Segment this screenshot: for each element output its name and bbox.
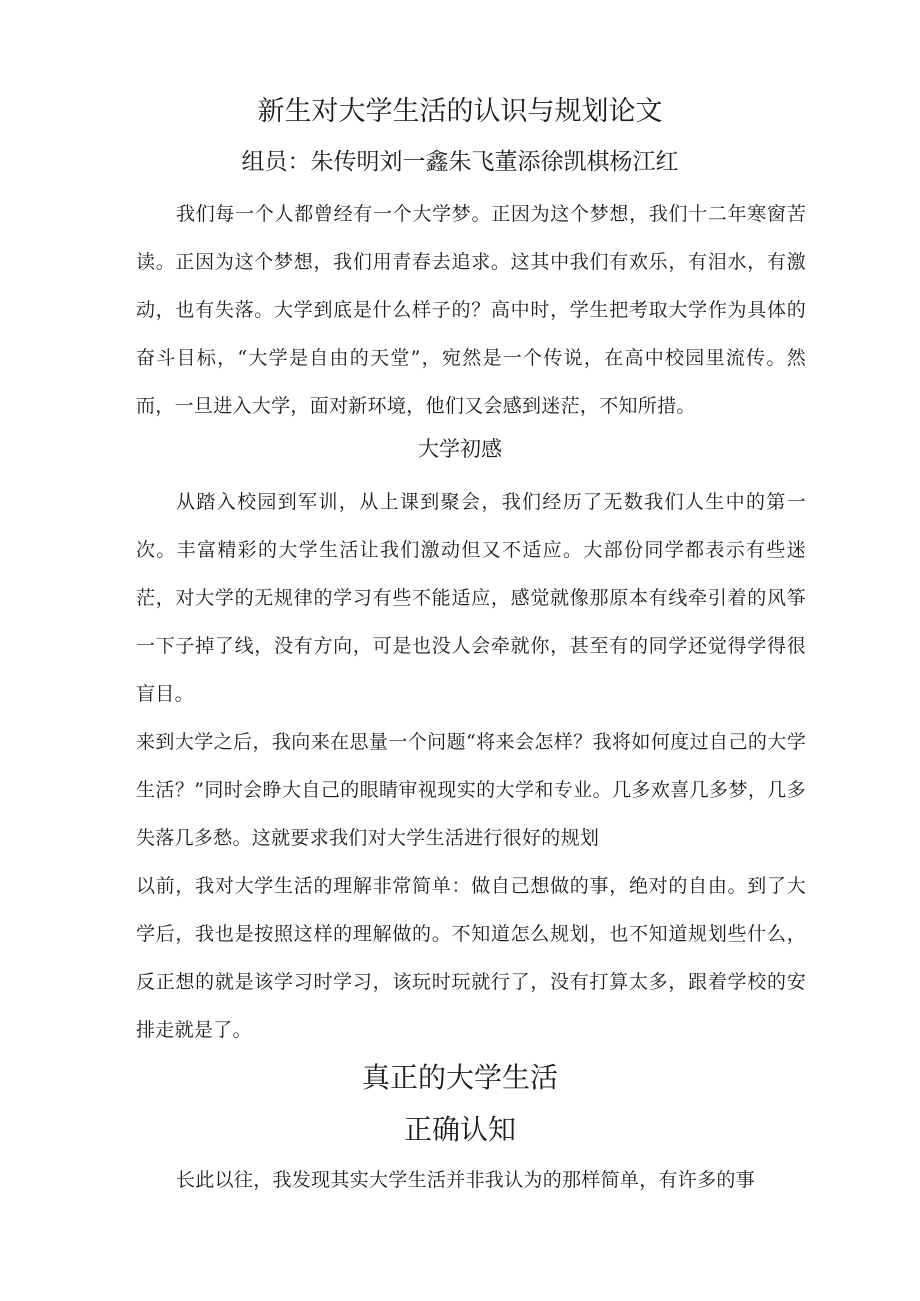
paragraph-before: 以前，我对大学生活的理解非常简单：做自己想做的事，绝对的自由。到了大学后，我也是按照这样的理解做的。不知道怎么规划，也不知道规划些什么，反正想的就是该学习时学习，该玩时玩就行了，没有打算太多，跟着学校的安排走就是了。 [136, 875, 806, 1041]
heading-right-cognition: 正确认知 [403, 1113, 516, 1146]
document-title: 新生对大学生活的认识与规划论文 [257, 96, 663, 127]
paragraph-intro: 我们每一个人都曾经有一个大学梦。正因为这个梦想，我们十二年寒窗苦读。正因为这个梦想，我们用青春去追求。这其中我们有欢乐，有泪水，有激动，也有失落。大学到底是什么样子的？高中时，学生把考取大学作为具体的奋斗目标，“大学是自由的天堂”，宛然是一个传说，在高中校园里流传。然而，一旦进入大学，面对新环境，他们又会感到迷茫，不知所措。 [136, 203, 806, 417]
group-members: 组员：朱传明刘一鑫朱飞董添徐凯棋杨江红 [241, 149, 679, 175]
heading-real-life: 真正的大学生活 [361, 1061, 558, 1094]
heading-first-impression: 大学初感 [418, 437, 502, 461]
paragraph-realize: 长此以往，我发现其实大学生活并非我认为的那样简单，有许多的事 [176, 1169, 756, 1191]
paragraph-thinking: 来到大学之后，我向来在思量一个问题“将来会怎样？我将如何度过自己的大学生活？”同时会睁大自己的眼睛审视现实的大学和专业。几多欢喜几多梦，几多失落几多愁。这就要求我们对大学生活进行很好的规划 [136, 731, 806, 849]
paragraph-first-impression: 从踏入校园到军训，从上课到聚会，我们经历了无数我们人生中的第一次。丰富精彩的大学生活让我们激动但又不适应。大部份同学都表示有些迷茫，对大学的无规律的学习有些不能适应，感觉就像那原本有线牵引着的风筝一下子掉了线，没有方向，可是也没人会牵就你，甚至有的同学还觉得学得很盲目。 [136, 491, 806, 705]
